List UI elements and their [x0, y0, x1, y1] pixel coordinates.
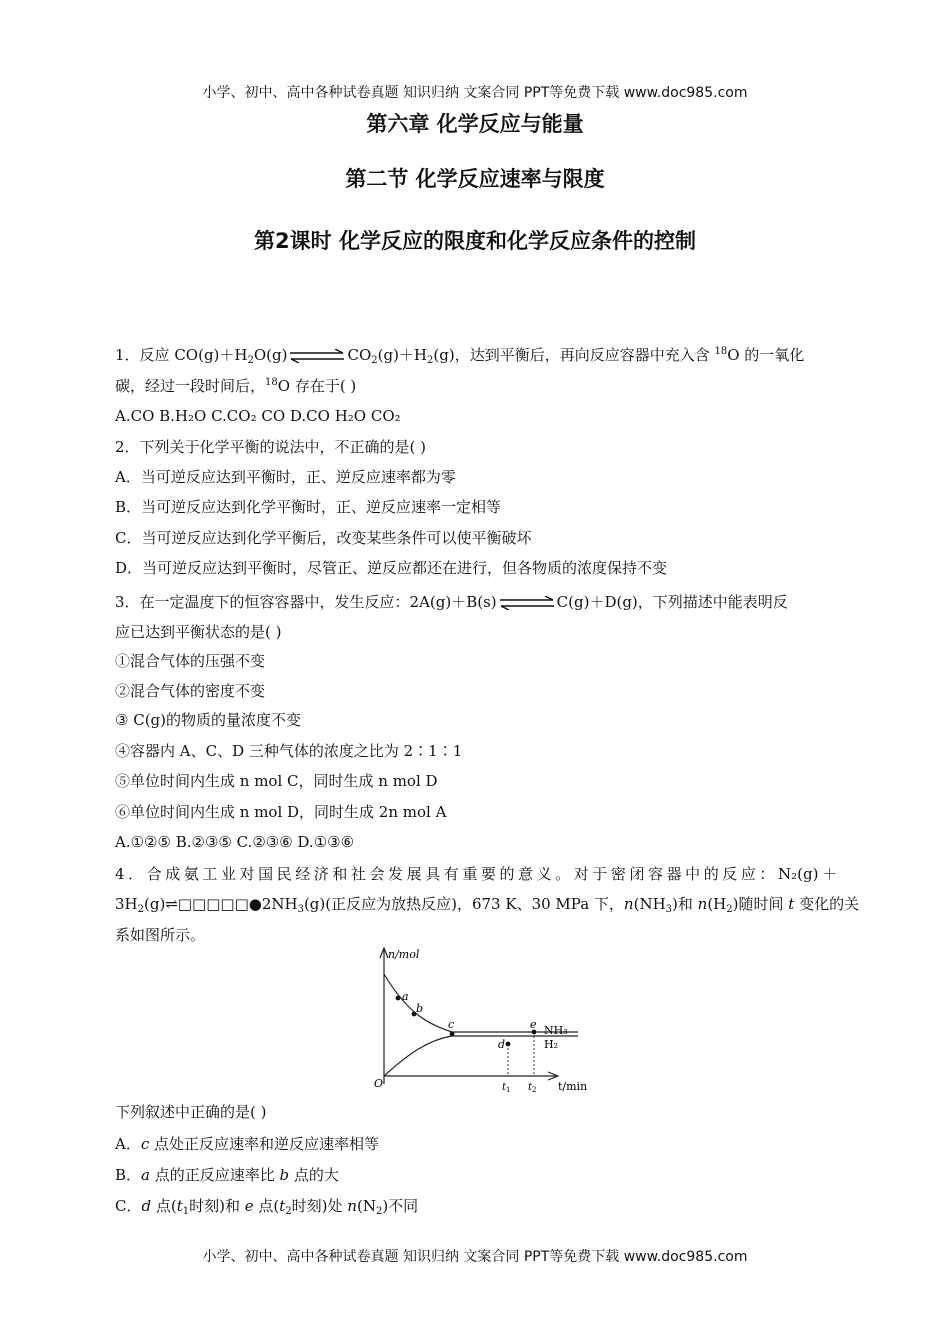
- q4-option-c: C．d 点($t_1$时刻)和 e 点($t_2$时刻)处 $n(N_2)$不同: [115, 1197, 419, 1217]
- equilibrium-chart: [368, 944, 588, 1096]
- page-footer: 小学、初中、高中各种试卷真题 知识归纳 文案合同 PPT等免费下载 www.doc985.com: [202, 1249, 748, 1265]
- q1-options: A.CO B.H₂O C.CO₂ CO D.CO H₂O CO₂: [115, 407, 401, 425]
- point-a: [396, 996, 401, 1001]
- q3-item-1: ①混合气体的压强不变: [115, 652, 266, 670]
- q4-option-a: A．c 点处正反应速率和逆反应速率相等: [115, 1135, 380, 1153]
- q3-item-2: ②混合气体的密度不变: [115, 682, 266, 700]
- equilibrium-arrow-icon: [499, 596, 555, 610]
- section-title: 第二节 化学反应速率与限度: [345, 167, 605, 191]
- point-d-label: d: [498, 1038, 506, 1051]
- q4-line1: 4．合成氨工业对国民经济和社会发展具有重要的意义。对于密闭容器中的反应：N₂(g)＋: [115, 865, 837, 883]
- chapter-title: 第六章 化学反应与能量: [366, 112, 584, 136]
- q3-item-5: ⑤单位时间内生成 n mol C，同时生成 n mol D: [115, 772, 438, 790]
- point-e-label: e: [530, 1018, 537, 1031]
- point-a-label: a: [402, 990, 409, 1003]
- legend-h2: H₂: [544, 1038, 559, 1051]
- q1-line1: 1．反应 $CO(g)+H_2O(g)$ $CO_2(g)+H_2(g)$，达到平衡后，再向反应容器中充入含 $^{18}$O 的一氧化: [115, 346, 805, 366]
- legend-nh3: NH₃: [544, 1024, 568, 1037]
- y-axis-label: n/mol: [388, 948, 420, 961]
- q4-option-b: B．a 点的正反应速率比 b 点的大: [115, 1166, 339, 1184]
- origin-label: O: [374, 1077, 384, 1090]
- q4-line3: 系如图所示。: [115, 926, 206, 944]
- point-c: [450, 1032, 455, 1037]
- point-b-label: b: [416, 1002, 424, 1015]
- q3-item-3: ③ C(g)的物质的量浓度不变: [115, 711, 301, 729]
- q4-question: 下列叙述中正确的是( ): [115, 1103, 267, 1121]
- q4-line2: $3H_2(g)\rightleftharpoons□□□□□●2NH_3(g)$(正反应为放热反应)，673 K、30 MPa 下，$n(NH_3)$和 $n(H_2)$随时间 t 变化的关: [115, 895, 860, 915]
- q2-stem: 2．下列关于化学平衡的说法中，不正确的是( ): [115, 438, 427, 456]
- q3-line2: 应已达到平衡状态的是( ): [115, 623, 282, 641]
- point-c-label: c: [448, 1018, 455, 1031]
- q2-option-c: C．当可逆反应达到化学平衡后，改变某些条件可以使平衡破坏: [115, 529, 532, 547]
- equilibrium-arrow-icon: [289, 349, 345, 363]
- page-header: 小学、初中、高中各种试卷真题 知识归纳 文案合同 PPT等免费下载 www.doc985.com: [202, 85, 748, 101]
- q2-option-d: D．当可逆反应达到平衡时，尽管正、逆反应都还在进行，但各物质的浓度保持不变: [115, 559, 668, 577]
- q3-line1: 3．在一定温度下的恒容容器中，发生反应：2A(g)＋B(s) C(g)＋D(g)，下列描述中能表明反: [115, 593, 788, 611]
- q3-item-4: ④容器内 A、C、D 三种气体的浓度之比为 2∶1∶1: [115, 742, 463, 760]
- q2-option-b: B．当可逆反应达到化学平衡时，正、逆反应速率一定相等: [115, 498, 502, 516]
- q3-item-6: ⑥单位时间内生成 n mol D，同时生成 2n mol A: [115, 803, 447, 821]
- q3-options: A.①②⑤ B.②③⑤ C.②③⑥ D.①③⑥: [115, 833, 355, 851]
- x-axis-label: t/min: [558, 1080, 588, 1093]
- tick-t1: $t_1$: [502, 1082, 511, 1094]
- q1-line2: 碳，经过一段时间后，$^{18}$O 存在于( ): [115, 377, 357, 395]
- tick-t2: $t_2$: [528, 1082, 537, 1094]
- q2-option-a: A．当可逆反应达到平衡时，正、逆反应速率都为零: [115, 468, 456, 486]
- lesson-title: 第2课时 化学反应的限度和化学反应条件的控制: [254, 229, 696, 253]
